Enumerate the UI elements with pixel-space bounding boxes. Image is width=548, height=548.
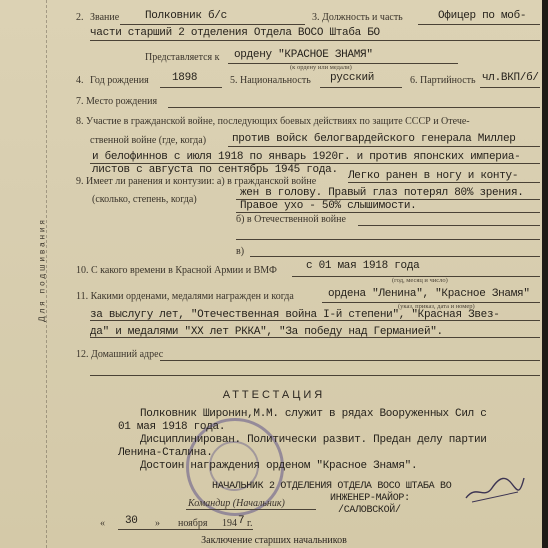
wounds-c-underline (250, 256, 540, 257)
signer-rank: ИНЖЕНЕР-МАЙОР: (330, 493, 410, 504)
award-sheet-page: 2. Звание Полковник б/с 3. Должность и часть Офицер по моб- части старший 2 отделения Отдела ВОСО Штаба БО Представляется к ордену "КРАСНОЕ ЗНАМЯ" (к ордену или медали) 4. Год рождения 1898 5. Национальность русский 6. Партийность чл.ВКП/б/ 7. Место рождения 8. Участие в гражданской войне, последующих боевых действиях по защите СССР и Отече- ственной войне (где, когда) против войск белогвардейского генерала Миллер и белофиннов с июля 1918 по январь 1920г. и против японских империа- листов с августа по сентябрь 1945 года. 9. Имеет ли ранения и контузии: а) в гражданской войне Легко ранен в ногу и конту- (сколько, степень, когда) жен в голову. Правый глаз потерял 80% зрения. Правое ухо - 50% слышимости. б) в Отечественной войне в) 10. С какого времени в Красной Армии и ВМФ с 01 мая 1918 года (год, месяц и число) 11. Какими орденами, медалями награжден и когда ордена "Ленина", "Красное Знамя" (указ, приказ, дата и номер) за выслугу лет, "Отечественная война I-й степени", "Красная Звез- да" и медалями "XX лет РККА", "За победу над Германией". 12. Домашний адрес Для подшивания АТТЕСТАЦИЯ Полковник Широнин,М.М. служит в рядах Вооруженных Сил с 01 мая 1918 года. Дисциплинирован. Политически развит. Предан делу партии Ленина-Сталина. Достоин награждения орденом "Красное Знамя". НАЧАЛЬНИК 2 ОТДЕЛЕНИЯ ОТДЕЛА ВОСО ШТАБА ВО ИНЖЕНЕР-МАЙОР: /САЛОВСКОЙ/ Командир (Начальник) « 30 » ноября 194 7 г. Заключение старших начальников (0, 0, 548, 548)
attestation-line-4: Ленина-Сталина. (118, 447, 213, 459)
birthplace-underline (168, 107, 540, 108)
date-year-suffix: 7 (238, 515, 245, 527)
address-label: 12. Домашний адрес (76, 349, 164, 360)
wounds-label: 9. Имеет ли ранения и контузии: а) в гражданской войне (76, 176, 317, 187)
awards-label: 11. Какими орденами, медалями награжден и когда (76, 291, 294, 302)
senior-conclusion-heading: Заключение старших начальников (201, 535, 347, 546)
binding-margin (22, 185, 47, 365)
address-underline-2 (90, 375, 540, 376)
war-underline-1 (228, 146, 540, 147)
wounds-b-label: б) в Отечественной войне (236, 214, 346, 225)
signer-role-underline (186, 509, 316, 510)
army-since-hint: (год, месяц и число) (392, 277, 448, 284)
row-2-number: 2. (76, 12, 84, 23)
wounds-underline-3 (236, 212, 540, 213)
birthplace-label: 7. Место рождения (76, 96, 158, 107)
wounds-b-underline (358, 225, 540, 226)
war-value-2: и белофиннов с июля 1918 по январь 1920г. и против японских империа- (92, 151, 521, 163)
awards-value-0: ордена "Ленина", "Красное Знамя" (328, 288, 530, 300)
attestation-line-5: Достоин награждения орденом "Красное Знамя". (140, 460, 418, 472)
attestation-line-1: Полковник Широнин,М.М. служит в рядах Вооруженных Сил с (140, 408, 487, 420)
rank-label: Звание (90, 12, 120, 23)
date-year-prefix: 194 (222, 518, 237, 529)
birth-value: 1898 (172, 72, 198, 84)
wounds-b-underline-2 (236, 239, 540, 240)
wounds-value-2: жен в голову. Правый глаз потерял 80% зрения. (240, 187, 524, 199)
war-value-1: против войск белогвардейского генерала Миллер (232, 133, 516, 145)
nationality-underline (320, 87, 402, 88)
wounds-underline-1 (348, 182, 540, 183)
nationality-label: 5. Национальность (230, 75, 311, 86)
war-value-3: листов с августа по сентябрь 1945 года. (92, 164, 338, 176)
awards-value-2: да" и медалями "XX лет РККА", "За победу над Германией". (90, 326, 443, 338)
wounds-label-2: (сколько, степень, когда) (92, 194, 197, 205)
signer-role: Командир (Начальник) (188, 498, 285, 509)
represent-value: ордену "КРАСНОЕ ЗНАМЯ" (234, 49, 373, 61)
attestation-line-2: 01 мая 1918 года. (118, 421, 226, 433)
position-underline-2 (90, 40, 540, 41)
date-month: ноября (178, 518, 208, 529)
position-underline (418, 24, 540, 25)
rank-value: Полковник б/с (145, 10, 227, 22)
signer-name: /САЛОВСКОЙ/ (338, 505, 401, 516)
date-g: г. (247, 518, 253, 529)
birth-underline (160, 87, 222, 88)
wounds-c-label: в) (236, 246, 245, 257)
party-value: чл.ВКП/б/ (482, 72, 539, 84)
position-label: 3. Должность и часть (312, 12, 403, 23)
address-underline (160, 360, 540, 361)
rank-underline (120, 24, 305, 25)
attestation-line-3: Дисциплинирован. Политически развит. Предан делу партии (140, 434, 487, 446)
awards-hint: (указ, приказ, дата и номер) (398, 303, 475, 310)
represent-label: Представляется к (145, 52, 220, 63)
party-label: 6. Партийность (410, 75, 476, 86)
signature-scribble (462, 470, 528, 506)
awards-value-1: за выслугу лет, "Отечественная война I-й степени", "Красная Звез- (90, 309, 500, 321)
scan-edge (542, 0, 548, 548)
position-value-1: Офицер по моб- (438, 10, 527, 22)
represent-hint: (к ордену или медали) (290, 64, 352, 71)
position-value-2: части старший 2 отделения Отдела ВОСО Штаба БО (90, 27, 380, 39)
birth-label: Год рождения (90, 75, 149, 86)
signer-title: НАЧАЛЬНИК 2 ОТДЕЛЕНИЯ ОТДЕЛА ВОСО ШТАБА ВО (212, 481, 452, 492)
war-participation-label: 8. Участие в гражданской войне, последующих боевых действиях по защите СССР и Отече- (76, 116, 470, 127)
wounds-value-1: Легко ранен в ногу и конту- (348, 170, 519, 182)
date-underline (118, 529, 253, 530)
wounds-value-3: Правое ухо - 50% слышимости. (240, 200, 417, 212)
war-participation-label-2: ственной войне (где, когда) (90, 135, 207, 146)
army-since-label: 10. С какого времени в Красной Армии и ВМФ (76, 265, 277, 276)
army-since-value: с 01 мая 1918 года (306, 260, 420, 272)
attestation-title: АТТЕСТАЦИЯ (222, 389, 326, 401)
date-day: 30 (125, 515, 138, 527)
binding-line (46, 0, 48, 548)
nationality-value: русский (330, 72, 375, 84)
binding-margin-text: Для подшивания (37, 217, 47, 322)
row-4-number: 4. (76, 75, 84, 86)
party-underline (480, 87, 540, 88)
